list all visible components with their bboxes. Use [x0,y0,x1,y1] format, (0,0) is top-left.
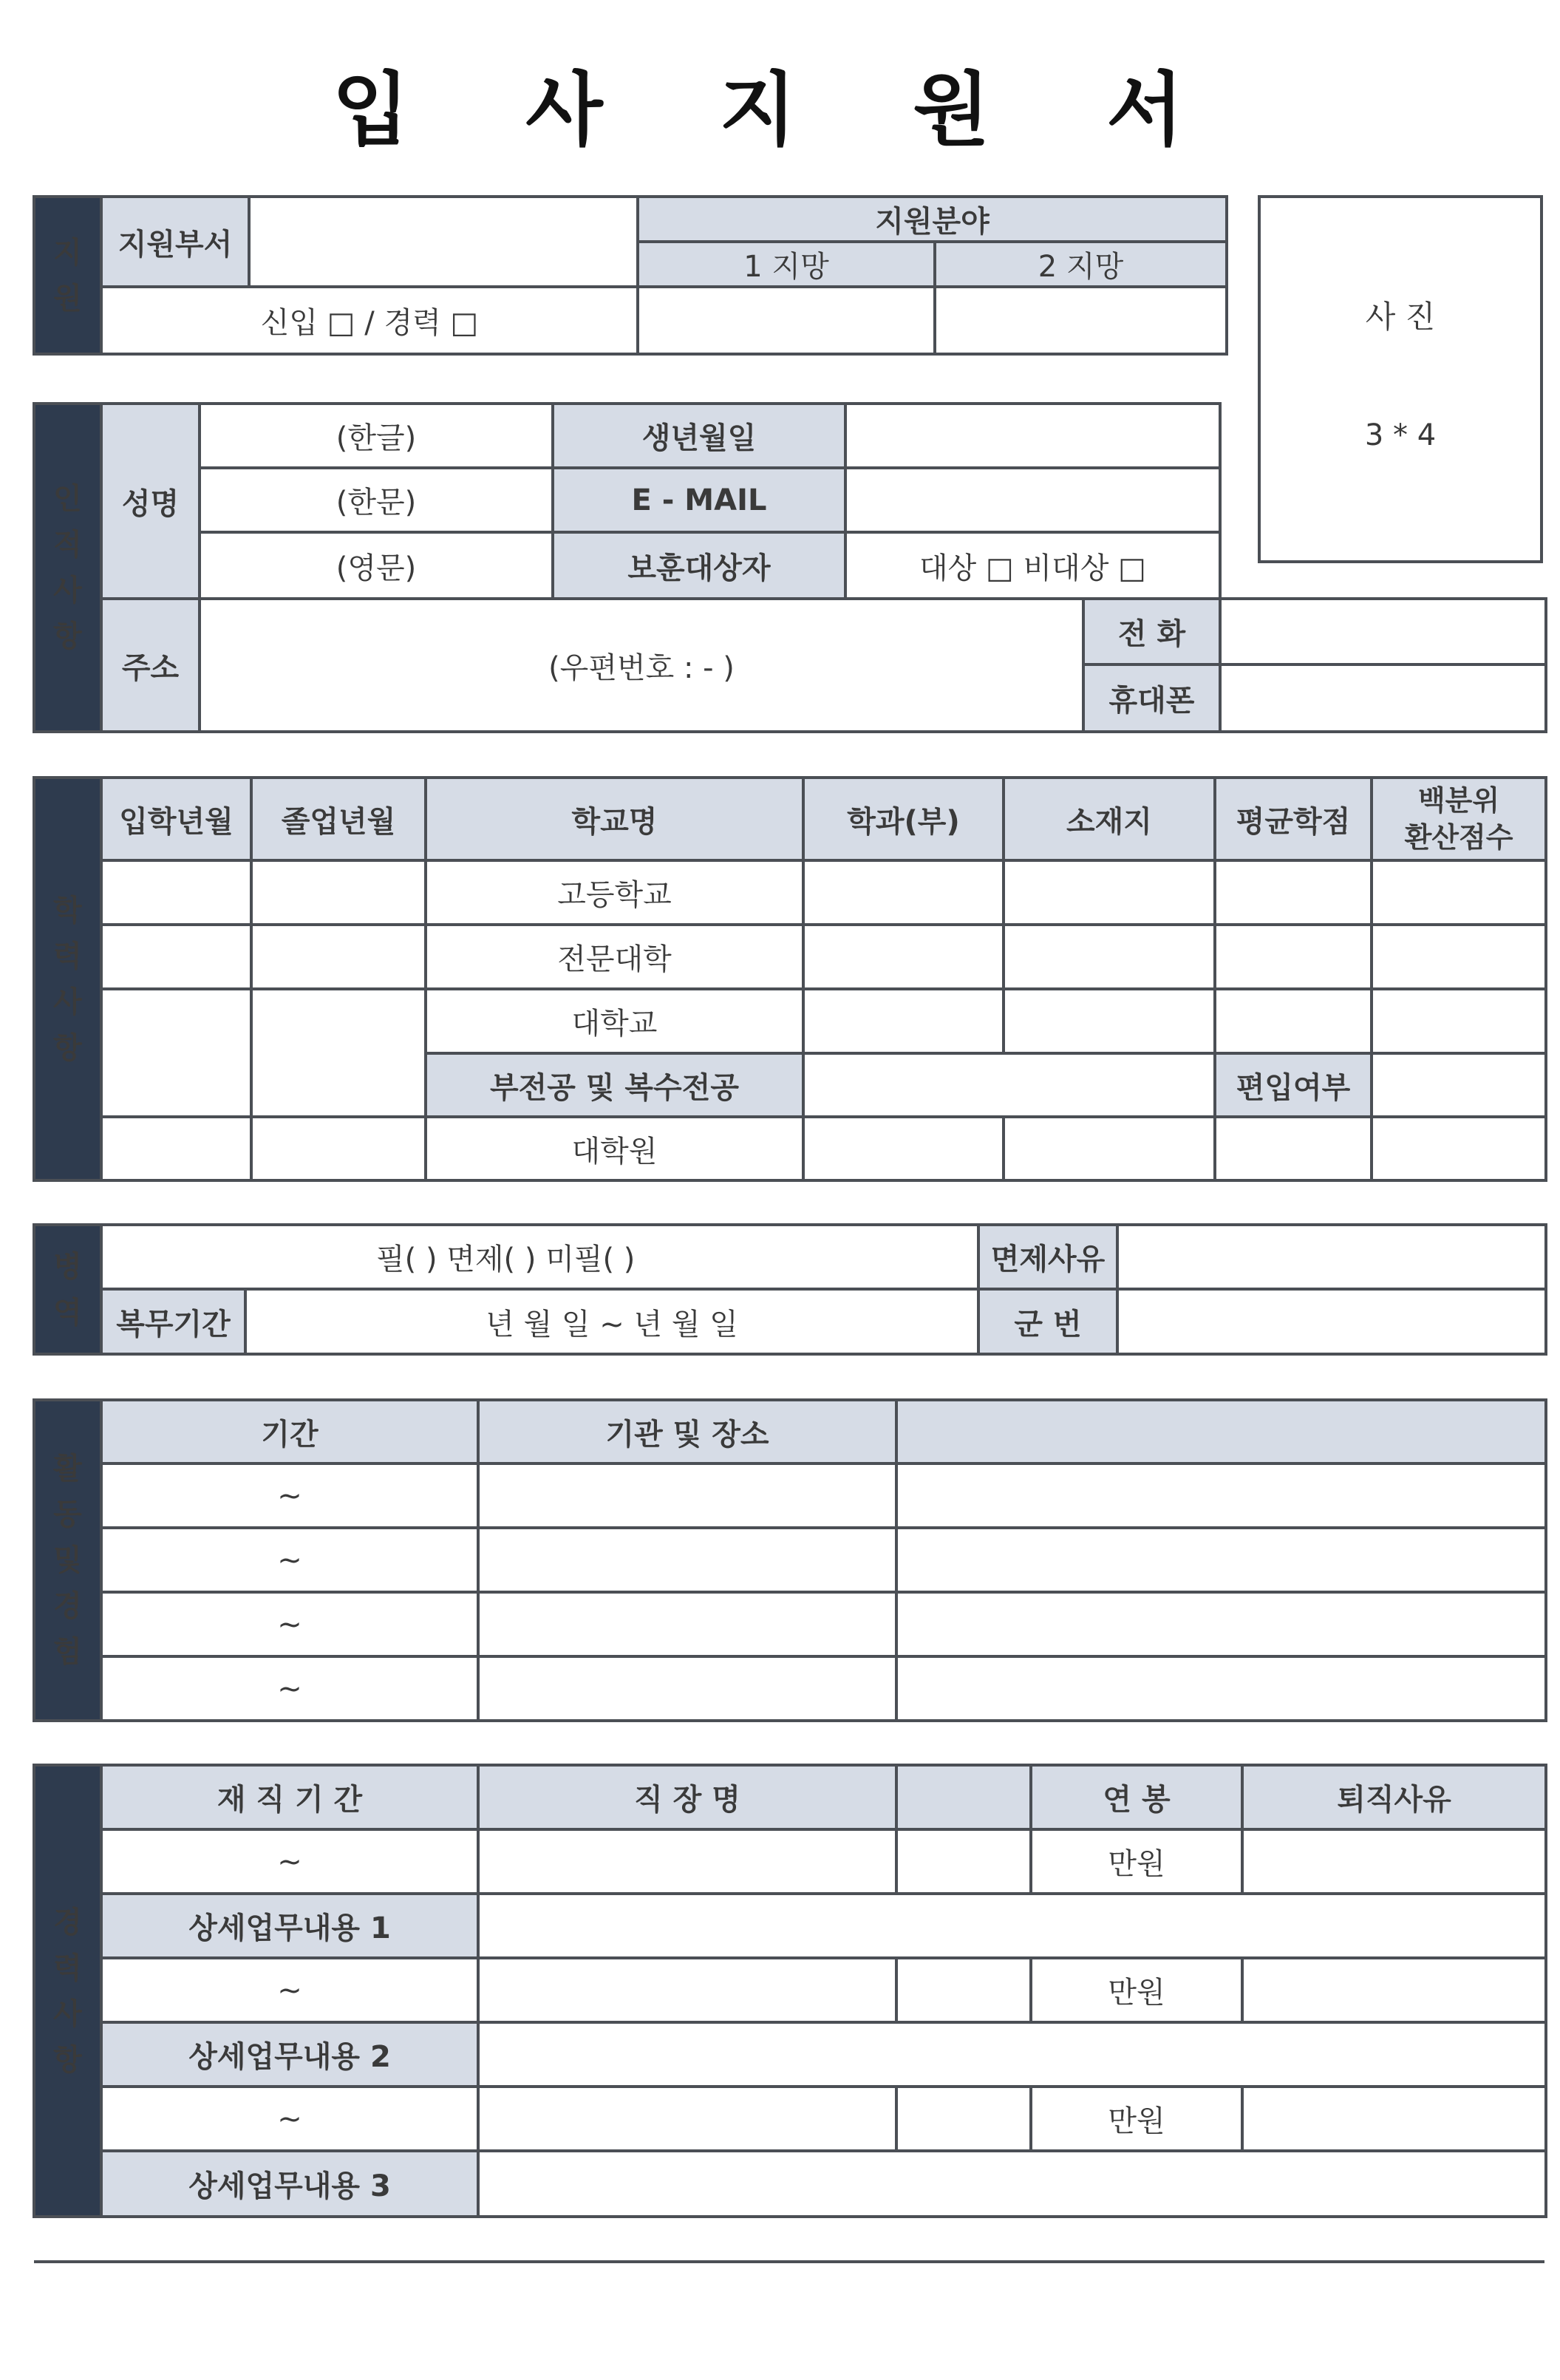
service-period-field[interactable]: 년 월 일 ~ 년 월 일 [245,1289,978,1354]
career-reason-header: 퇴직사유 [1242,1765,1546,1829]
career-side-label: 경 력 사 항 [34,1765,101,2217]
education-side-label: 학 력 사 항 [34,778,101,1180]
photo-size: 3 * 4 [1364,418,1437,452]
personal-side-label: 인 적 사 항 [34,404,101,732]
address-field[interactable]: (우편번호 : - ) [200,599,1083,732]
highschool-label: 고등학교 [426,860,803,925]
college-gpa[interactable] [1215,925,1372,989]
univ-percentile[interactable] [1372,989,1546,1053]
name-korean-field[interactable]: (한글) [200,404,553,468]
activity-content[interactable] [896,1528,1546,1592]
exempt-reason-label: 면제사유 [978,1225,1117,1289]
military-side-label: 병 역 [34,1225,101,1354]
activity-table [33,1398,1547,1722]
address-label: 주소 [101,599,200,732]
minor-input[interactable] [803,1053,1215,1117]
service-number-label: 군 번 [978,1289,1117,1354]
grad-major[interactable] [803,1117,1004,1180]
choice2-input[interactable] [935,287,1227,354]
application-table [33,195,1228,356]
veteran-options[interactable]: 대상 □ 비대상 □ [845,532,1220,599]
career-period[interactable]: ~ [101,1958,478,2022]
hs-entry[interactable] [101,860,251,925]
career-detail-input-1[interactable] [478,1894,1546,1958]
activity-org[interactable] [478,1528,896,1592]
career-blank-header [896,1765,1031,1829]
activity-content[interactable] [896,1656,1546,1721]
activity-org[interactable] [478,1656,896,1721]
univ-major[interactable] [803,989,1004,1053]
phone-label: 전 화 [1083,599,1220,664]
activity-side-label: 활 동 및 경 험 [34,1400,101,1721]
college-major[interactable] [803,925,1004,989]
career-company[interactable] [478,2087,896,2151]
photo-gap [1220,532,1546,599]
transfer-input[interactable] [1372,1053,1546,1117]
univ-location[interactable] [1004,989,1215,1053]
activity-org[interactable] [478,1592,896,1656]
email-input[interactable] [845,468,1220,532]
university-label: 대학교 [426,989,803,1053]
career-detail-input-3[interactable] [478,2151,1546,2217]
career-company[interactable] [478,1958,896,2022]
minor-label: 부전공 및 복수전공 [426,1053,803,1117]
career-position[interactable] [896,1958,1031,2022]
edu-header-graduation: 졸업년월 [251,778,426,860]
edu-header-major: 학과(부) [803,778,1004,860]
career-table [33,1764,1547,2218]
activity-org-header: 기관 및 장소 [478,1400,896,1463]
edu-header-percentile [1372,778,1546,860]
choice1-label: 1 지망 [638,242,935,287]
edu-header-location: 소재지 [1004,778,1215,860]
application-side-label: 지 원 [34,197,101,354]
military-status[interactable]: 필( ) 면제( ) 미필( ) [101,1225,978,1289]
univ-gpa[interactable] [1215,989,1372,1053]
grad-entry[interactable] [101,1117,251,1180]
exempt-reason-input[interactable] [1117,1225,1546,1289]
activity-period-header: 기간 [101,1400,478,1463]
activity-content[interactable] [896,1592,1546,1656]
percentile-line1: 백분위 [1417,784,1500,817]
activity-period[interactable]: ~ [101,1528,478,1592]
hs-graduation[interactable] [251,860,426,925]
career-salary[interactable]: 만원 [1031,2087,1242,2151]
career-position[interactable] [896,1829,1031,1894]
activity-period[interactable]: ~ [101,1656,478,1721]
application-type[interactable]: 신입 □ / 경력 □ [101,287,638,354]
career-salary-header: 연 봉 [1031,1765,1242,1829]
page-title: 입 사 지 원 서 [332,64,1228,157]
univ-entry[interactable] [101,989,251,1117]
edu-header-entry: 입학년월 [101,778,251,860]
military-table [33,1223,1547,1356]
univ-graduation[interactable] [251,989,426,1117]
college-percentile[interactable] [1372,925,1546,989]
college-location[interactable] [1004,925,1215,989]
transfer-label: 편입여부 [1215,1053,1372,1117]
personal-table [33,402,1547,733]
activity-period[interactable]: ~ [101,1592,478,1656]
edu-header-school: 학교명 [426,778,803,860]
service-number-input[interactable] [1117,1289,1546,1354]
photo-label: 사 진 [1365,299,1436,335]
college-graduation[interactable] [251,925,426,989]
education-table [33,776,1547,1182]
activity-content-header [896,1400,1546,1463]
dept-label: 지원부서 [101,197,249,287]
hs-major[interactable] [803,860,1004,925]
career-company-header: 직 장 명 [478,1765,896,1829]
career-position[interactable] [896,2087,1031,2151]
mobile-label: 휴대폰 [1083,664,1220,732]
birth-label: 생년월일 [553,404,845,468]
career-company[interactable] [478,1829,896,1894]
name-english-field[interactable]: (영문) [200,532,553,599]
career-reason[interactable] [1242,2087,1546,2151]
activity-org[interactable] [478,1463,896,1528]
field-label: 지원분야 [638,197,1227,242]
edu-header-gpa: 평균학점 [1215,778,1372,860]
career-detail-input-2[interactable] [478,2022,1546,2087]
hs-location[interactable] [1004,860,1215,925]
grad-graduation[interactable] [251,1117,426,1180]
choice1-input[interactable] [638,287,935,354]
career-detail-label-1: 상세업무내용 1 [101,1894,478,1958]
career-detail-label-2: 상세업무내용 2 [101,2022,478,2087]
grad-location[interactable] [1004,1117,1215,1180]
veteran-label: 보훈대상자 [553,532,845,599]
hs-percentile[interactable] [1372,860,1546,925]
grad-percentile[interactable] [1372,1117,1546,1180]
career-period-header: 재 직 기 간 [101,1765,478,1829]
dept-input[interactable] [249,197,638,287]
career-reason[interactable] [1242,1829,1546,1894]
bottom-divider [34,2260,1544,2263]
college-label: 전문대학 [426,925,803,989]
choice2-label: 2 지망 [935,242,1227,287]
hs-gpa[interactable] [1215,860,1372,925]
photo-gap [1220,404,1546,468]
birth-input[interactable] [845,404,1220,468]
career-period[interactable]: ~ [101,2087,478,2151]
activity-content[interactable] [896,1463,1546,1528]
name-hanja-field[interactable]: (한문) [200,468,553,532]
career-salary[interactable]: 만원 [1031,1829,1242,1894]
phone-input[interactable] [1220,599,1546,664]
college-entry[interactable] [101,925,251,989]
name-label: 성명 [101,404,200,599]
service-period-label: 복무기간 [101,1289,245,1354]
email-label: E - MAIL [553,468,845,532]
mobile-input[interactable] [1220,664,1546,732]
percentile-line2: 환산점수 [1404,821,1513,854]
career-detail-label-3: 상세업무내용 3 [101,2151,478,2217]
activity-period[interactable]: ~ [101,1463,478,1528]
graduate-label: 대학원 [426,1117,803,1180]
career-period[interactable]: ~ [101,1829,478,1894]
photo-gap [1220,468,1546,532]
career-reason[interactable] [1242,1958,1546,2022]
career-salary[interactable]: 만원 [1031,1958,1242,2022]
grad-gpa[interactable] [1215,1117,1372,1180]
